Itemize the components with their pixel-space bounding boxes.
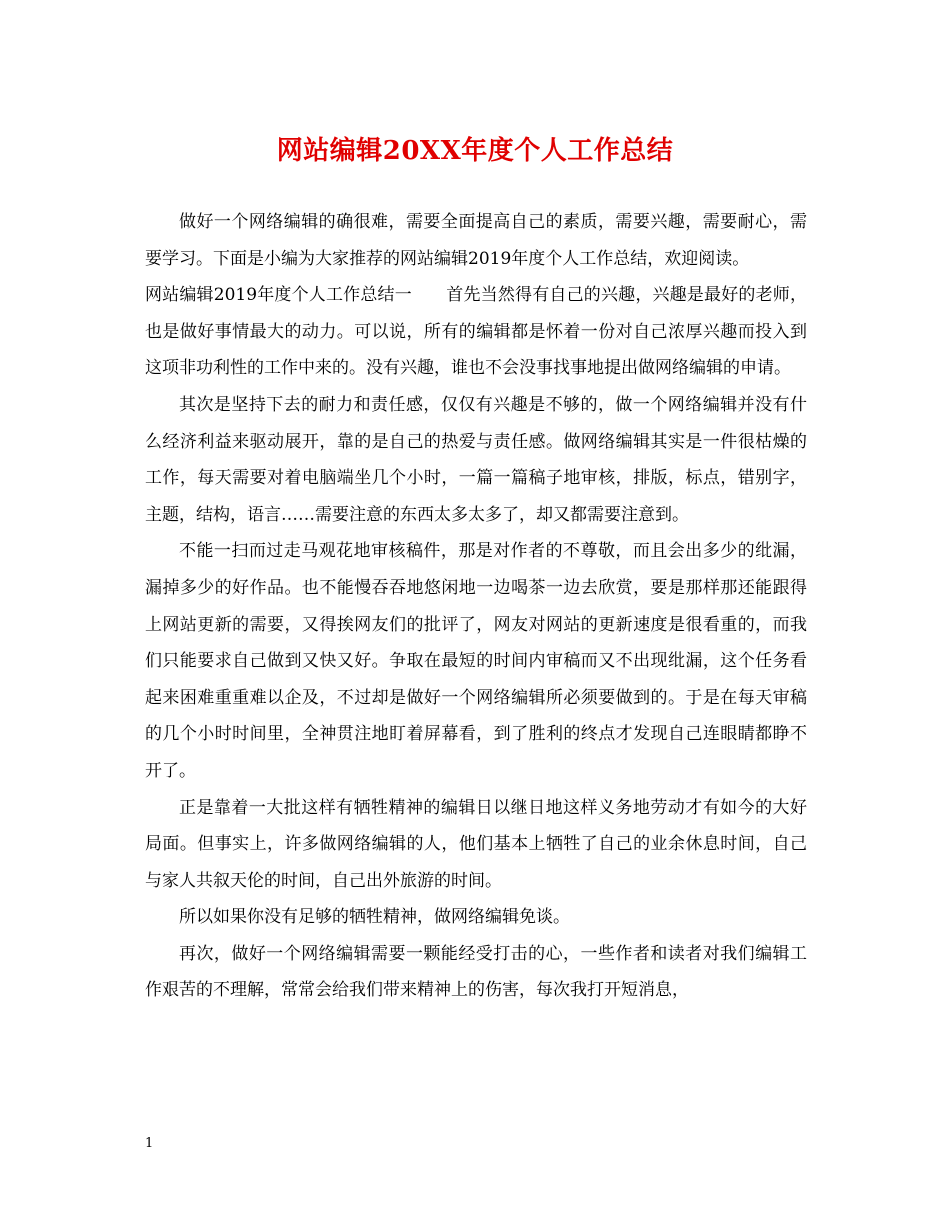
page-number: 1: [145, 1136, 154, 1151]
paragraph-persistence: 其次是坚持下去的耐力和责任感，仅仅有兴趣是不够的，做一个网络编辑并没有什么经济利益来驱动展开，靠的是自己的热爱与责任感。做网络编辑其实是一件很枯燥的工作，每天需要对着电脑端坐几个小时，一篇一篇稿子地审核，排版，标点，错别字，主题，结构，语言……需要注意的东西太多太多了，却又都需要注意到。: [145, 394, 807, 525]
document-title: 网站编辑20XX年度个人工作总结: [276, 136, 674, 166]
paragraph-conclusion: 所以如果你没有足够的牺牲精神，做网络编辑免谈。: [179, 907, 570, 928]
paragraph-resilience: 再次，做好一个网络编辑需要一颗能经受打击的心，一些作者和读者对我们编辑工作艰苦的不理解，常常会给我们带来精神上的伤害，每次我打开短消息，: [145, 943, 807, 1001]
paragraph-section-one: 网站编辑2019年度个人工作总结一 首先当然得有自己的兴趣，兴趣是最好的老师，也是做好事情最大的动力。可以说，所有的编辑都是怀着一份对自己浓厚兴趣而投入到这项非功利性的工作中来的。没有兴趣，谁也不会没事找事地提出做网络编辑的申请。: [145, 285, 807, 379]
paragraph-review-speed: 不能一扫而过走马观花地审核稿件，那是对作者的不尊敬，而且会出多少的纰漏，漏掉多少的好作品。也不能慢吞吞地悠闲地一边喝茶一边去欣赏，要是那样那还能跟得上网站更新的需要，又得挨网友们的批评了，网友对网站的更新速度是很看重的，而我们只能要求自己做到又快又好。争取在最短的时间内审稿而又不出现纰漏，这个任务看起来困难重重难以企及，不过却是做好一个网络编辑所必须要做到的。于是在每天审稿的几个小时时间里，全神贯注地盯着屏幕看，到了胜利的终点才发现自己连眼睛都睁不开了。: [145, 541, 807, 781]
paragraph-intro: 做好一个网络编辑的确很难，需要全面提高自己的素质，需要兴趣，需要耐心，需要学习。下面是小编为大家推荐的网站编辑2019年度个人工作总结，欢迎阅读。: [145, 212, 807, 269]
document-body: [145, 204, 807, 1009]
paragraph-sacrifice: 正是靠着一大批这样有牺牲精神的编辑日以继日地这样义务地劳动才有如今的大好局面。但事实上，许多做网络编辑的人，他们基本上牺牲了自己的业余休息时间，自己与家人共叙天伦的时间，自己出外旅游的时间。: [145, 797, 807, 891]
